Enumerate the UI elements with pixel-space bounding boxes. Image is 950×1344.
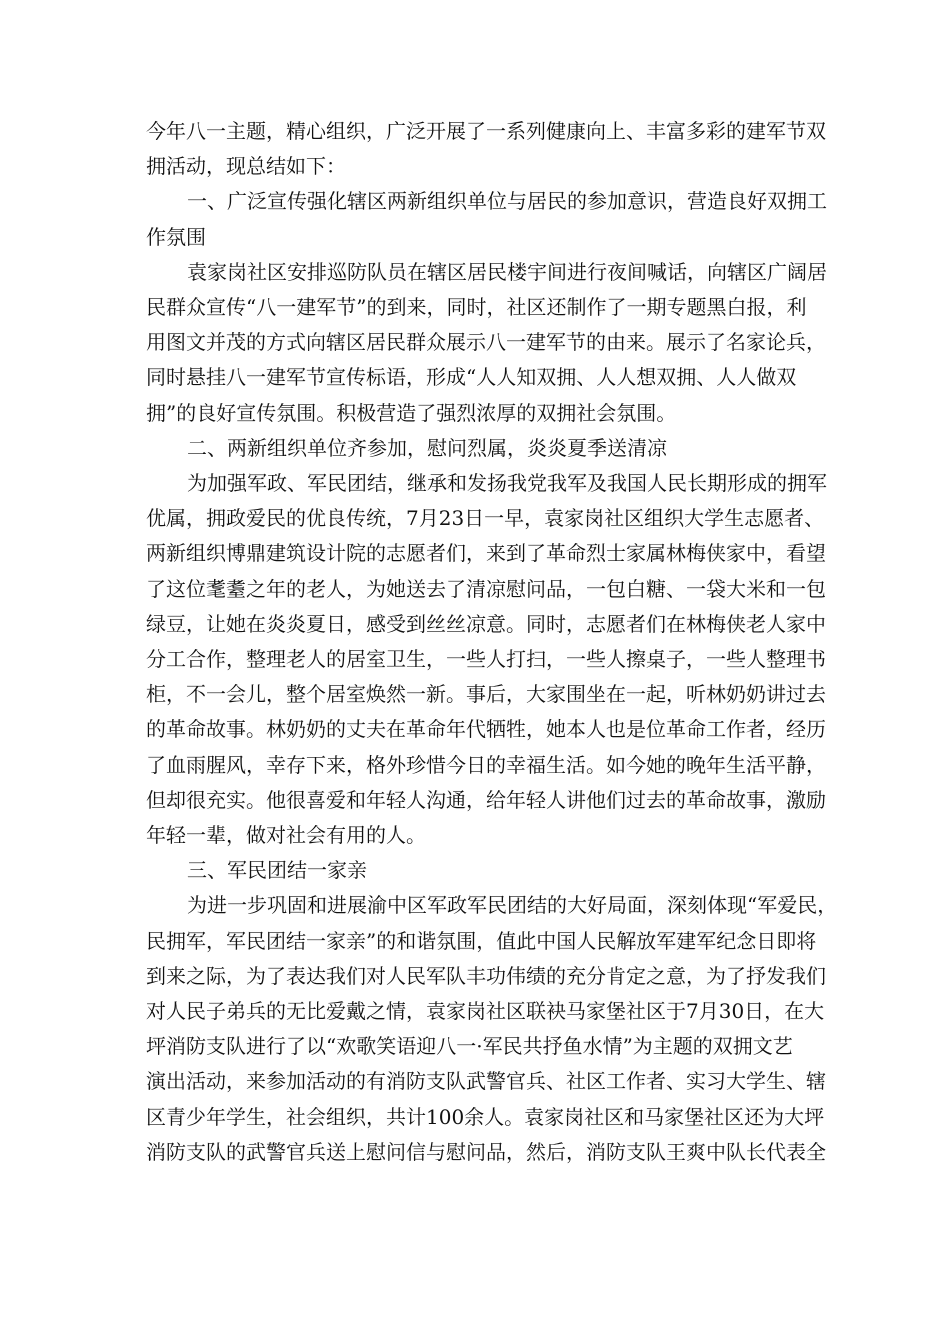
- text-line: 绿豆，让她在炎炎夏日，感受到丝丝凉意。同时，志愿者们在林梅侠老人家中: [146, 612, 826, 636]
- text-line: 的革命故事。林奶奶的丈夫在革命年代牺牲，她本人也是位革命工作者，经历: [146, 717, 826, 741]
- text-line: 坪消防支队进行了以“欢歌笑语迎八一·军民共抒鱼水情”为主题的双拥文艺: [146, 1034, 793, 1058]
- text-line: 为进一步巩固和进展渝中区军政军民团结的大好局面，深刻体现“军爱民，: [187, 893, 838, 917]
- text-line: 民群众宣传“八一建军节”的到来，同时，社区还制作了一期专题黑白报，利: [146, 295, 807, 319]
- text-line: 年轻一辈，做对社会有用的人。: [146, 823, 426, 847]
- text-line: 袁家岗社区安排巡防队员在辖区居民楼宇间进行夜间喊话，向辖区广阔居: [187, 260, 827, 284]
- text-line: 分工合作，整理老人的居室卫生，一些人打扫，一些人擦桌子，一些人整理书: [146, 647, 826, 671]
- text-line: 同时悬挂八一建军节宣传标语，形成“人人知双拥、人人想双拥、人人做双: [146, 365, 797, 389]
- text-line: 优属，拥政爱民的优良传统，7月23日一早，袁家岗社区组织大学生志愿者、: [146, 506, 825, 530]
- text-line: 二、两新组织单位齐参加，慰问烈属，炎炎夏季送清凉: [187, 436, 667, 460]
- text-line: 演出活动，来参加活动的有消防支队武警官兵、社区工作者、实习大学生、辖: [146, 1069, 826, 1093]
- text-line: 到来之际，为了表达我们对人民军队丰功伟绩的充分肯定之意，为了抒发我们: [146, 964, 826, 988]
- text-line: 一、广泛宣传强化辖区两新组织单位与居民的参加意识，营造良好双拥工: [187, 189, 827, 213]
- text-line: 作氛围: [146, 225, 206, 249]
- text-line: 今年八一主题，精心组织，广泛开展了一系列健康向上、丰富多彩的建军节双: [146, 119, 826, 143]
- text-line: 对人民子弟兵的无比爱戴之情，袁家岗社区联袂马家堡社区于7月30日，在大: [146, 999, 825, 1023]
- text-line: 柜，不一会儿，整个居室焕然一新。事后，大家围坐在一起，听林奶奶讲过去: [146, 682, 826, 706]
- text-line: 为加强军政、军民团结，继承和发扬我党我军及我国人民长期形成的拥军: [187, 471, 827, 495]
- text-line: 拥活动，现总结如下：: [146, 154, 346, 178]
- text-line: 消防支队的武警官兵送上慰问信与慰问品，然后，消防支队王爽中队长代表全: [146, 1140, 826, 1164]
- text-line: 区青少年学生，社会组织，共计100余人。袁家岗社区和马家堡社区还为大坪: [146, 1105, 825, 1129]
- text-line: 了这位耄耋之年的老人，为她送去了清凉慰问品，一包白糖、一袋大米和一包: [146, 577, 826, 601]
- text-line: 三、军民团结一家亲: [187, 858, 367, 882]
- text-line: 两新组织博鼎建筑设计院的志愿者们，来到了革命烈士家属林梅侠家中，看望: [146, 541, 826, 565]
- text-line: 但却很充实。他很喜爱和年轻人沟通，给年轻人讲他们过去的革命故事，激励: [146, 788, 826, 812]
- text-line: 了血雨腥风，幸存下来，格外珍惜今日的幸福生活。如今她的晚年生活平静，: [146, 753, 826, 777]
- text-line: 拥”的良好宣传氛围。积极营造了强烈浓厚的双拥社会氛围。: [146, 401, 677, 425]
- text-line: 用图文并茂的方式向辖区居民群众展示八一建军节的由来。展示了名家论兵，: [146, 330, 826, 354]
- text-line: 民拥军，军民团结一家亲”的和谐氛围，值此中国人民解放军建军纪念日即将: [146, 929, 817, 953]
